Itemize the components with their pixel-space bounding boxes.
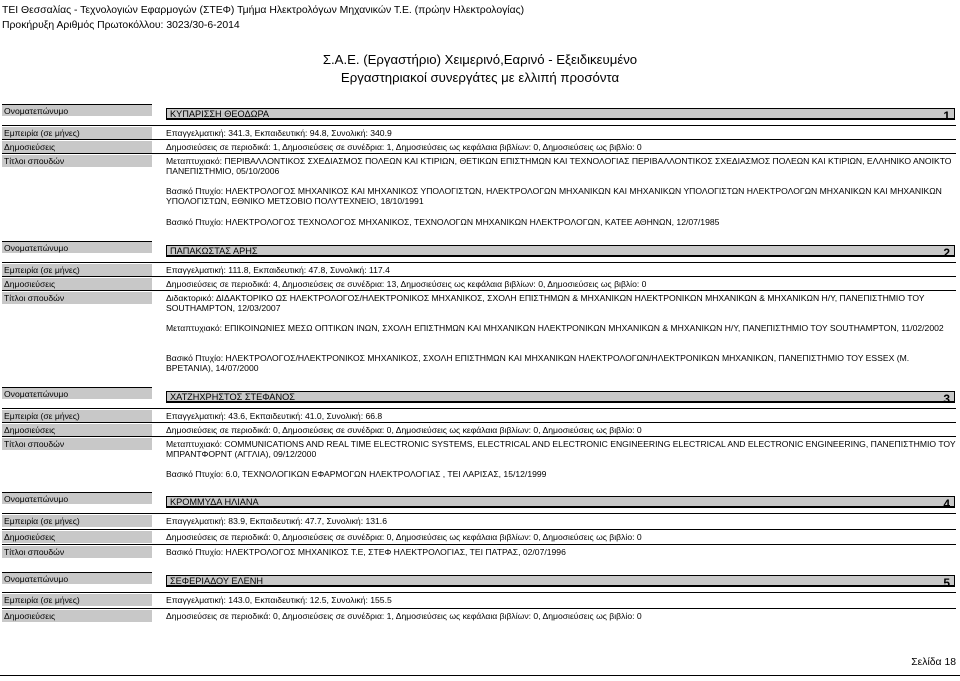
page-subtitle: Εργαστηριακοί συνεργάτες με ελλιπή προσόντα (340, 70, 620, 85)
label-publications: Δημοσιεύσεις (2, 141, 152, 153)
label-publications: Δημοσιεύσεις (2, 424, 152, 436)
divider (2, 436, 956, 437)
experience-value: Επαγγελματική: 43.6, Εκπαιδευτική: 41.0, Συνολική: 66.8 (166, 411, 383, 421)
degree-entry: Βασικό Πτυχίο: 6.0, ΤΕΧΝΟΛΟΓΙΚΩΝ ΕΦΑΡΜΟΓΩΝ ΗΛΕΚΤΡΟΛΟΓΙΑΣ , ΤΕΙ ΛΑΡΙΣΑΣ, 15/12/1999 (166, 469, 547, 479)
publications-value: Δημοσιεύσεις σε περιοδικά: 1, Δημοσιεύσεις σε συνέδρια: 1, Δημοσιεύσεις ως κεφάλαια βιβλίων: 0, Δημοσιεύσεις ως βιβλίο: 0 (166, 142, 642, 152)
record-number: 2 (943, 246, 950, 260)
label-name: Ονοματεπώνυμο (2, 387, 152, 399)
label-experience: Εμπειρία (σε μήνες) (2, 515, 152, 527)
record-number: 3 (943, 392, 950, 406)
label-name: Ονοματεπώνυμο (2, 241, 152, 253)
record-number: 4 (943, 497, 950, 511)
record-number: 5 (943, 576, 950, 590)
degree-entry: Μεταπτυχιακό: COMMUNICATIONS AND REAL TIME ELECTRONIC SYSTEMS, ELECTRICAL AND ELECTRONIC ENGINEERING ELECTRICAL AND ELECTRONIC ENGINEERING, ΠΑΝΕΠΙΣΤΗΜΙΟ ΤΟΥ ΜΠΡΑΝΤΦΟΡΝΤ (ΑΓΓΛΙΑ), 09/12/2000 (166, 439, 956, 460)
institution-line: ΤΕΙ Θεσσαλίας - Τεχνολογιών Εφαρμογών (ΣΤΕΦ) Τμήμα Ηλεκτρολόγων Μηχανικών Τ.Ε. (πρώην Ηλεκτρολογίας) (2, 5, 525, 16)
degree-entry: Βασικό Πτυχίο: ΗΛΕΚΤΡΟΛΟΓΟΣ ΜΗΧΑΝΙΚΟΣ ΚΑΙ ΜΗΧΑΝΙΚΟΣ ΥΠΟΛΟΓΙΣΤΩΝ, ΗΛΕΚΤΡΟΛΟΓΩΝ ΜΗΧΑΝΙΚΩΝ ΚΑΙ ΜΗΧΑΝΙΚΩΝ ΥΠΟΛΟΓΙΣΤΩΝ ΗΛΕΚΤΡΟΛΟΓΩΝ ΜΗΧΑΝΙΚΩΝ ΚΑΙ ΜΗΧΑΝΙΚΩΝ ΥΠΟΛΟΓΙΣΤΩΝ, ΕΘΝΙΚΟ ΜΕΤΣΟΒΙΟ ΠΟΛΥΤΕΧΝΕΙΟ, 18/10/1991 (166, 186, 942, 207)
publications-value: Δημοσιεύσεις σε περιοδικά: 4, Δημοσιεύσεις σε συνέδρια: 13, Δημοσιεύσεις ως κεφάλαια βιβλίων: 0, Δημοσιεύσεις ως βιβλίο: 0 (166, 279, 647, 289)
person-name: ΚΡΟΜΜΥΔΑ ΗΛΙΑΝΑ (170, 497, 259, 507)
announcement-line: Προκήρυξη Αριθμός Πρωτοκόλλου: 3023/30-6-2014 (2, 20, 240, 31)
degree-entry: Μεταπτυχιακό: ΠΕΡΙΒΑΛΛΟΝΤΙΚΟΣ ΣΧΕΔΙΑΣΜΟΣ ΠΟΛΕΩΝ ΚΑΙ ΚΤΙΡΙΩΝ, ΘΕΤΙΚΩΝ ΕΠΙΣΤΗΜΩΝ ΚΑΙ ΤΕΧΝΟΛΟΓΙΑΣ ΠΕΡΙΒΑΛΛΟΝΤΙΚΟΣ ΣΧΕΔΙΑΣΜΟΣ ΠΟΛΕΩΝ ΚΑΙ ΚΤΙΡΙΩΝ, ΕΛΛΗΝΙΚΟ ΑΝΟΙΚΤΟ ΠΑΝΕΠΙΣΤΗΜΙΟ, 05/10/2006 (166, 156, 952, 177)
person-name: ΚΥΠΑΡΙΣΣΗ ΘΕΟΔΩΡΑ (170, 109, 270, 119)
publications-value: Δημοσιεύσεις σε περιοδικά: 0, Δημοσιεύσεις σε συνέδρια: 0, Δημοσιεύσεις ως κεφάλαια βιβλίων: 0, Δημοσιεύσεις ως βιβλίο: 0 (166, 425, 642, 435)
name-box (166, 575, 955, 590)
divider (2, 513, 956, 514)
label-name: Ονοματεπώνυμο (2, 492, 152, 504)
experience-value: Επαγγελματική: 143.0, Εκπαιδευτική: 12.5, Συνολική: 155.5 (166, 595, 392, 605)
page-title: Σ.Α.Ε. (Εργαστήριο) Χειμερινό,Εαρινό - Εξειδικευμένο (322, 52, 638, 67)
person-name: ΠΑΠΑΚΩΣΤΑΣ ΑΡΗΣ (170, 246, 258, 256)
name-box (166, 391, 955, 406)
label-experience: Εμπειρία (σε μήνες) (2, 264, 152, 276)
degree-entry: Βασικό Πτυχίο: ΗΛΕΚΤΡΟΛΟΓΟΣ ΜΗΧΑΝΙΚΟΣ Τ.Ε, ΣΤΕΦ ΗΛΕΚΤΡΟΛΟΓΙΑΣ, ΤΕΙ ΠΑΤΡΑΣ, 02/07/1996 (166, 547, 566, 557)
degree-entry: Μεταπτυχιακό: ΕΠΙΚΟΙΝΩΝΙΕΣ ΜΕΣΩ ΟΠΤΙΚΩΝ ΙΝΩΝ, ΣΧΟΛΗ ΕΠΙΣΤΗΜΩΝ ΚΑΙ ΜΗΧΑΝΙΚΩΝ ΗΛΕΚΤΡΟΝΙΚΩΝ ΜΗΧΑΝΙΚΩΝ & ΜΗΧΑΝΙΚΩΝ Η/Υ, ΠΑΝΕΠΙΣΤΗΜΙΟ ΤΟΥ SOUTHAMPTON, 11/02/2002 (166, 323, 944, 333)
divider (2, 153, 956, 154)
label-name: Ονοματεπώνυμο (2, 572, 152, 584)
label-publications: Δημοσιεύσεις (2, 278, 152, 290)
record-number: 1 (943, 109, 950, 123)
footer-divider (0, 675, 960, 676)
name-box (166, 108, 955, 123)
divider (2, 290, 956, 291)
publications-value: Δημοσιεύσεις σε περιοδικά: 0, Δημοσιεύσεις σε συνέδρια: 1, Δημοσιεύσεις ως κεφάλαια βιβλίων: 0, Δημοσιεύσεις ως βιβλίο: 0 (166, 611, 642, 621)
publications-value: Δημοσιεύσεις σε περιοδικά: 0, Δημοσιεύσεις σε συνέδρια: 0, Δημοσιεύσεις ως κεφάλαια βιβλίων: 0, Δημοσιεύσεις ως βιβλίο: 0 (166, 532, 642, 542)
divider (2, 422, 956, 423)
person-name: ΧΑΤΖΗΧΡΗΣΤΟΣ ΣΤΕΦΑΝΟΣ (170, 392, 295, 402)
label-experience: Εμπειρία (σε μήνες) (2, 410, 152, 422)
label-degrees: Τίτλοι σπουδών (2, 292, 152, 304)
divider (2, 262, 956, 263)
divider (2, 529, 956, 530)
experience-value: Επαγγελματική: 83.9, Εκπαιδευτική: 47.7, Συνολική: 131.6 (166, 516, 387, 526)
label-publications: Δημοσιεύσεις (2, 610, 152, 622)
label-degrees: Τίτλοι σπουδών (2, 155, 152, 167)
label-experience: Εμπειρία (σε μήνες) (2, 594, 152, 606)
divider (2, 125, 956, 126)
degree-entry: Βασικό Πτυχίο: ΗΛΕΚΤΡΟΛΟΓΟΣ ΤΕΧΝΟΛΟΓΟΣ ΜΗΧΑΝΙΚΟΣ, ΤΕΧΝΟΛΟΓΩΝ ΜΗΧΑΝΙΚΩΝ ΗΛΕΚΤΡΟΛΟΓΩΝ, ΚΑΤΕΕ ΑΘΗΝΩΝ, 12/07/1985 (166, 217, 720, 227)
divider (2, 139, 956, 140)
name-box (166, 496, 955, 511)
experience-value: Επαγγελματική: 341.3, Εκπαιδευτική: 94.8, Συνολική: 340.9 (166, 128, 392, 138)
label-degrees: Τίτλοι σπουδών (2, 438, 152, 450)
page-number: Σελίδα 18 (911, 657, 956, 668)
divider (2, 592, 956, 593)
divider (2, 544, 956, 545)
person-name: ΣΕΦΕΡΙΑΔΟΥ ΕΛΕΝΗ (170, 576, 264, 586)
label-publications: Δημοσιεύσεις (2, 531, 152, 543)
label-degrees: Τίτλοι σπουδών (2, 546, 152, 558)
divider (2, 608, 956, 609)
label-experience: Εμπειρία (σε μήνες) (2, 127, 152, 139)
name-box (166, 245, 955, 260)
divider (2, 276, 956, 277)
experience-value: Επαγγελματική: 111.8, Εκπαιδευτική: 47.8, Συνολική: 117.4 (166, 265, 390, 275)
label-name: Ονοματεπώνυμο (2, 104, 152, 116)
degree-entry: Διδακτορικό: ΔΙΔΑΚΤΟΡΙΚΟ ΩΣ ΗΛΕΚΤΡΟΛΟΓΟΣ/ΗΛΕΚΤΡΟΝΙΚΟΣ ΜΗΧΑΝΙΚΟΣ, ΣΧΟΛΗ ΕΠΙΣΤΗΜΩΝ & ΜΗΧΑΝΙΚΩΝ ΗΛΕΚΤΡΟΝΙΚΩΝ ΜΗΧΑΝΙΚΩΝ & ΜΗΧΑΝΙΚΩΝ Η/Υ, ΠΑΝΕΠΙΣΤΗΜΙΟ ΤΟΥ SOUTHAMPTON, 12/03/2007 (166, 293, 925, 314)
degree-entry: Βασικό Πτυχίο: ΗΛΕΚΤΡΟΛΟΓΟΣ/ΗΛΕΚΤΡΟΝΙΚΟΣ ΜΗΧΑΝΙΚΟΣ, ΣΧΟΛΗ ΕΠΙΣΤΗΜΩΝ ΚΑΙ ΜΗΧΑΝΙΚΩΝ ΗΛΕΚΤΡΟΛΟΓΩΝ/ΗΛΕΚΤΡΟΝΙΚΩΝ ΜΗΧΑΝΙΚΩΝ, ΠΑΝΕΠΙΣΤΗΜΙΟ ΤΟΥ ESSEX (Μ. ΒΡΕΤΑΝΙΑ), 14/07/2000 (166, 353, 910, 374)
divider (2, 408, 956, 409)
